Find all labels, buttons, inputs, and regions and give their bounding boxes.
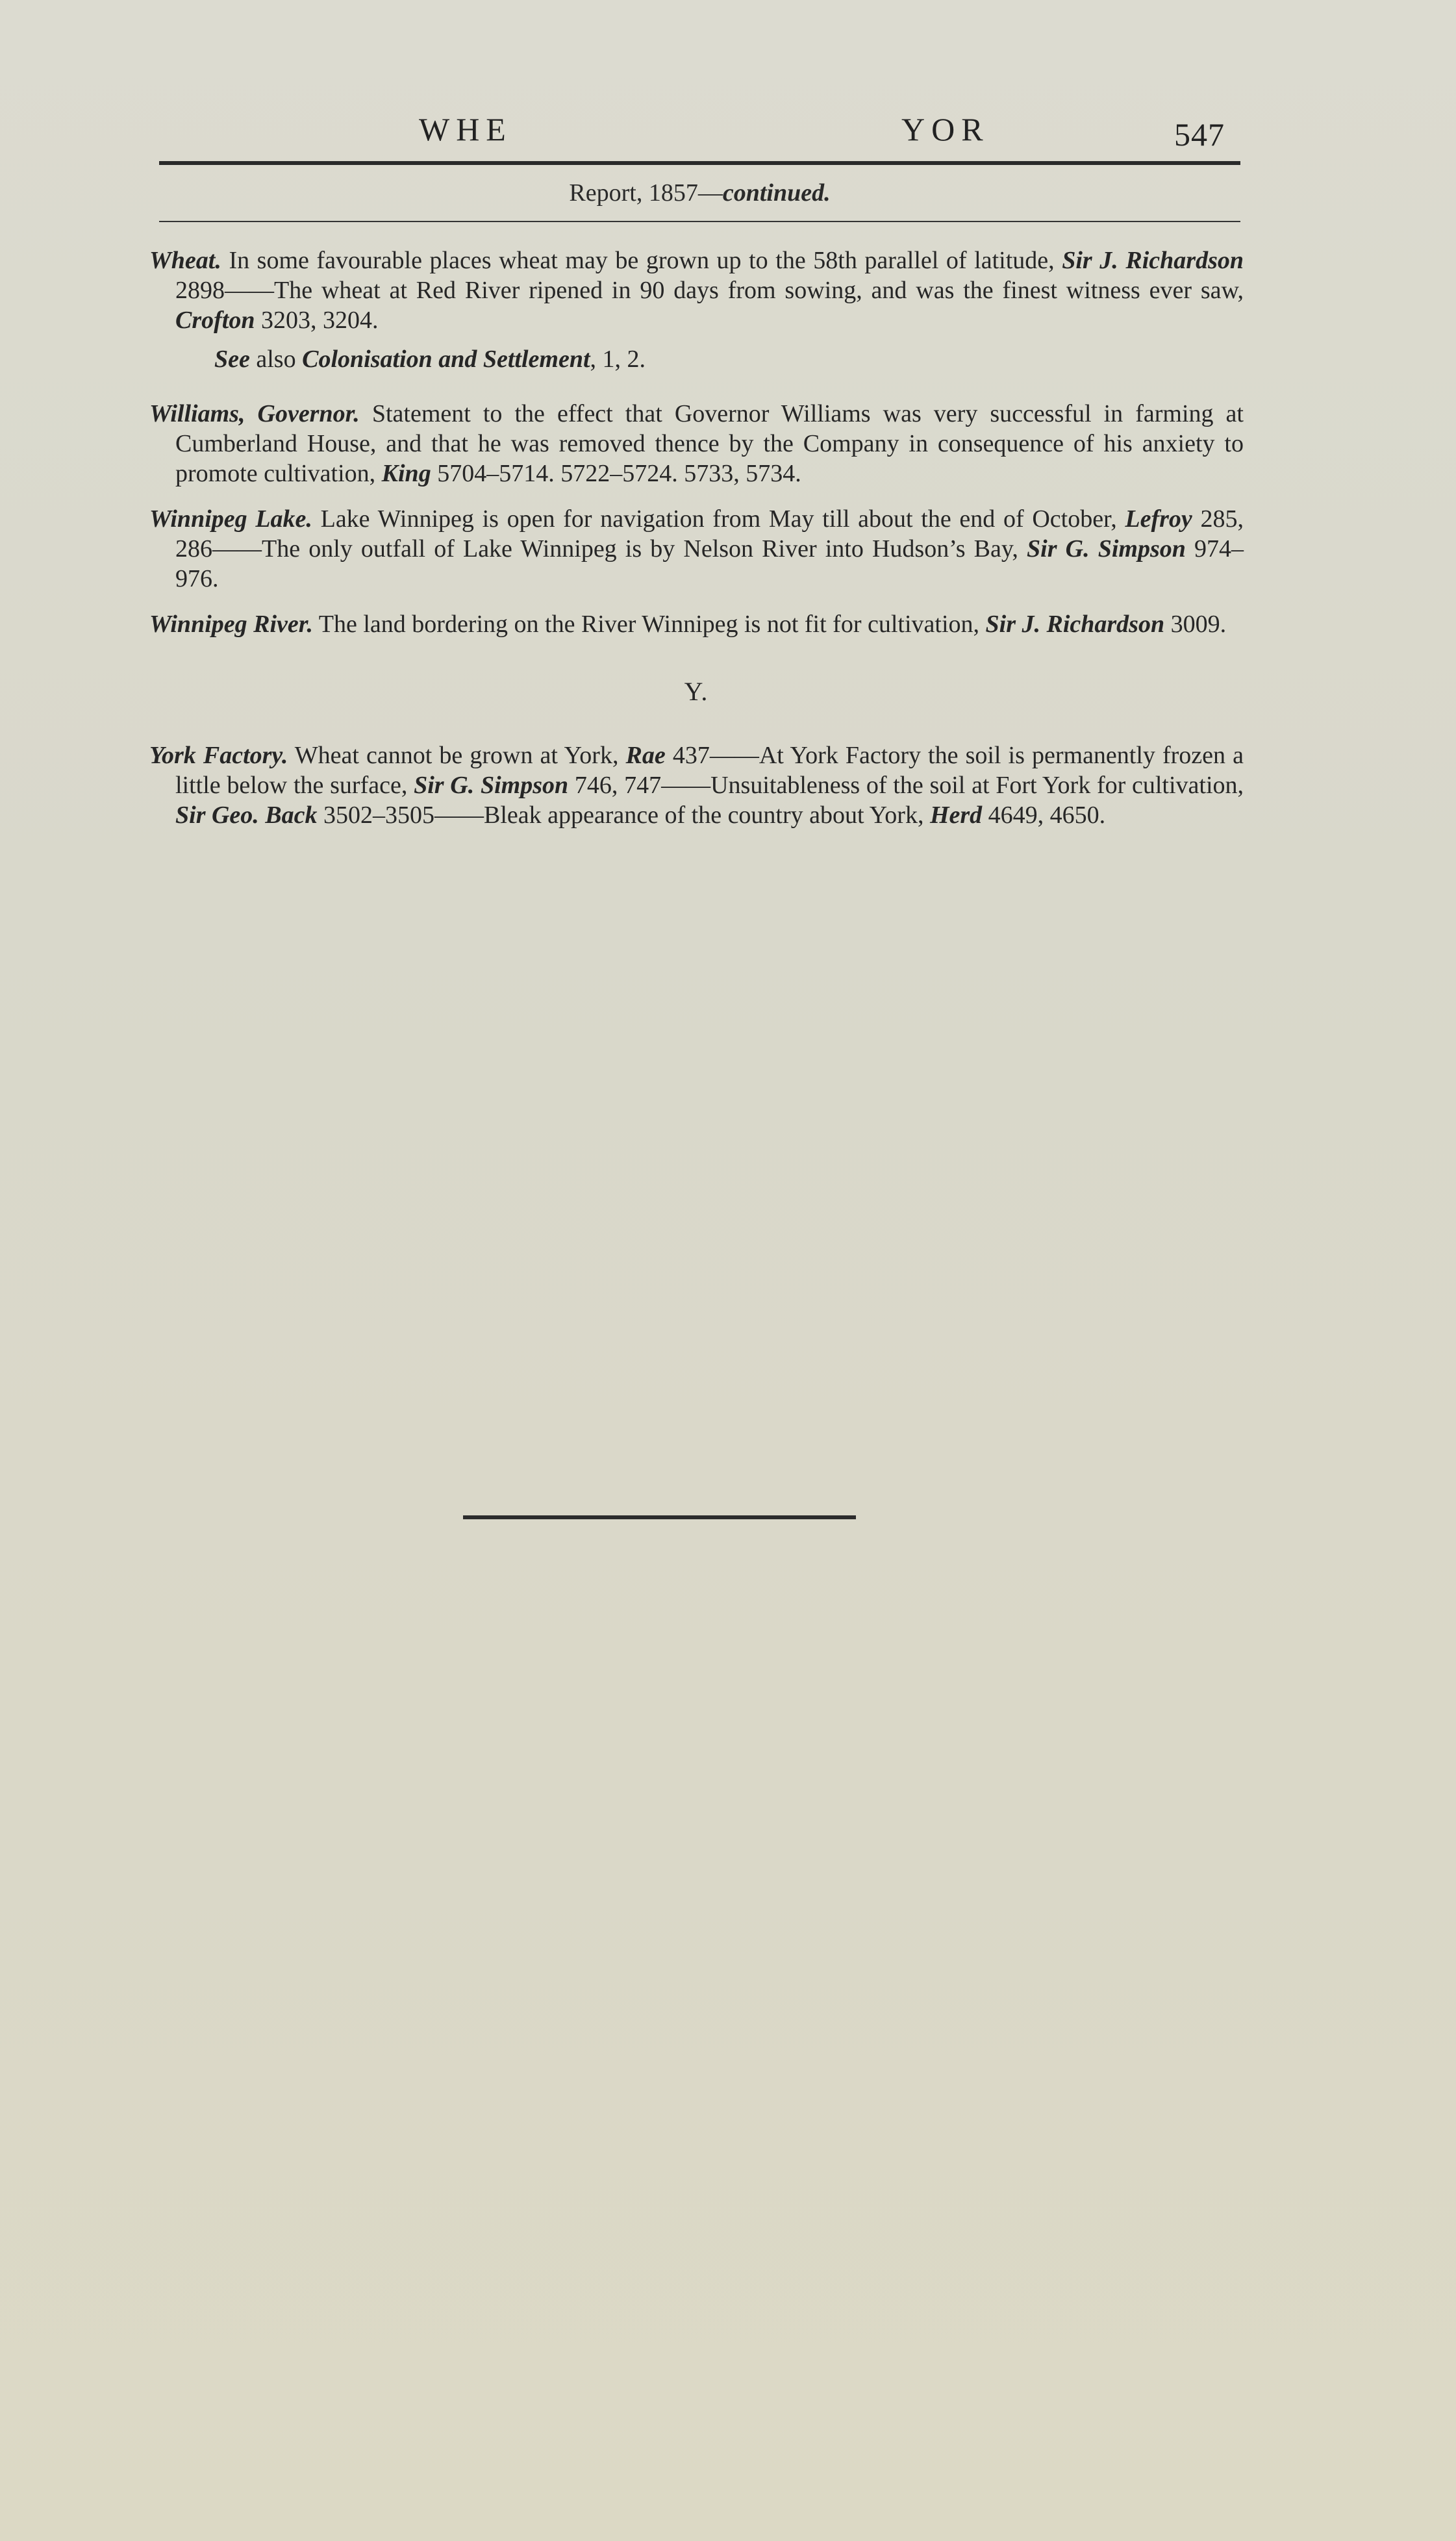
header-left-word: WHE bbox=[419, 111, 512, 147]
entry-text: Lake Winnipeg is open for navigation from May till about the end of October, bbox=[312, 505, 1125, 533]
entry-winnipeg-lake bbox=[149, 504, 1244, 594]
subheader-text: Report, 1857— bbox=[569, 179, 723, 207]
subheader bbox=[159, 179, 1240, 207]
page-number: 547 bbox=[1174, 116, 1225, 153]
entry-text: 285, 286——The only outfall of Lake Winnipeg is by Nelson River into Hudson’s Bay, bbox=[175, 505, 1244, 563]
subheader-rule bbox=[159, 221, 1240, 222]
header-rule bbox=[159, 161, 1240, 165]
entry-heading: Winnipeg Lake. bbox=[149, 505, 312, 533]
entry-heading: Williams, Governor. bbox=[149, 400, 360, 427]
entry-heading: York Factory. bbox=[149, 742, 288, 769]
witness-name: Rae bbox=[625, 742, 666, 769]
subheader-continued: continued. bbox=[722, 179, 831, 207]
witness-name: Sir G. Simpson bbox=[1027, 535, 1186, 563]
end-rule bbox=[463, 1515, 856, 1519]
entry-york-factory bbox=[149, 740, 1244, 830]
witness-name: Sir J. Richardson bbox=[985, 611, 1165, 638]
witness-name: Lefroy bbox=[1125, 505, 1192, 533]
see-also-reference bbox=[149, 344, 1244, 374]
witness-name: Sir J. Richardson bbox=[1062, 247, 1244, 274]
entry-text: 974–976. bbox=[175, 535, 1244, 592]
header-right-word: YOR bbox=[901, 111, 990, 147]
see-also-topic: Colonisation and Settlement bbox=[302, 346, 590, 373]
index-entries bbox=[149, 246, 1244, 846]
entry-text: 5704–5714. 5722–5724. 5733, 5734. bbox=[431, 460, 801, 487]
witness-name: Sir G. Simpson bbox=[414, 772, 569, 799]
entry-wheat bbox=[149, 246, 1244, 335]
entry-winnipeg-river bbox=[149, 609, 1244, 639]
entry-heading: Winnipeg River. bbox=[149, 611, 313, 638]
entry-text: 3009. bbox=[1164, 611, 1227, 638]
entry-text: 2898——The wheat at Red River ripened in 90 days from sowing, and was the finest witness ever saw, bbox=[175, 277, 1244, 304]
entry-text: 3502–3505——Bleak appearance of the country about York, bbox=[317, 802, 930, 829]
entry-text: 746, 747——Unsuitableness of the soil at Fort York for cultivation, bbox=[568, 772, 1244, 799]
running-header bbox=[159, 104, 1240, 156]
see-also-numbers: , 1, 2. bbox=[590, 346, 646, 373]
entry-text: The land bordering on the River Winnipeg is not fit for cultivation, bbox=[312, 611, 986, 638]
entry-text: 3203, 3204. bbox=[255, 307, 379, 334]
see-also-word: also bbox=[249, 346, 303, 373]
entry-heading: Wheat. bbox=[149, 247, 221, 274]
entry-text: Wheat cannot be grown at York, bbox=[288, 742, 626, 769]
entry-text: In some favourable places wheat may be grown up to the 58th parallel of latitude, bbox=[221, 247, 1062, 274]
entry-williams-governor bbox=[149, 399, 1244, 488]
section-letter-y: Y. bbox=[684, 677, 709, 706]
entry-text: 437——At York Factory the soil is permanently frozen a little below the surface, bbox=[175, 742, 1244, 799]
witness-name: Sir Geo. Back bbox=[175, 802, 318, 829]
witness-name: King bbox=[381, 460, 431, 487]
witness-name: Crofton bbox=[175, 307, 255, 334]
entry-text: Statement to the effect that Governor Williams was very successful in farming at Cumberland House, and that he was removed thence by the Company in consequence of his anxiety to promote cultivation, bbox=[175, 400, 1244, 487]
see-label: See bbox=[214, 346, 250, 373]
entry-text: 4649, 4650. bbox=[982, 802, 1106, 829]
witness-name: Herd bbox=[929, 802, 983, 829]
